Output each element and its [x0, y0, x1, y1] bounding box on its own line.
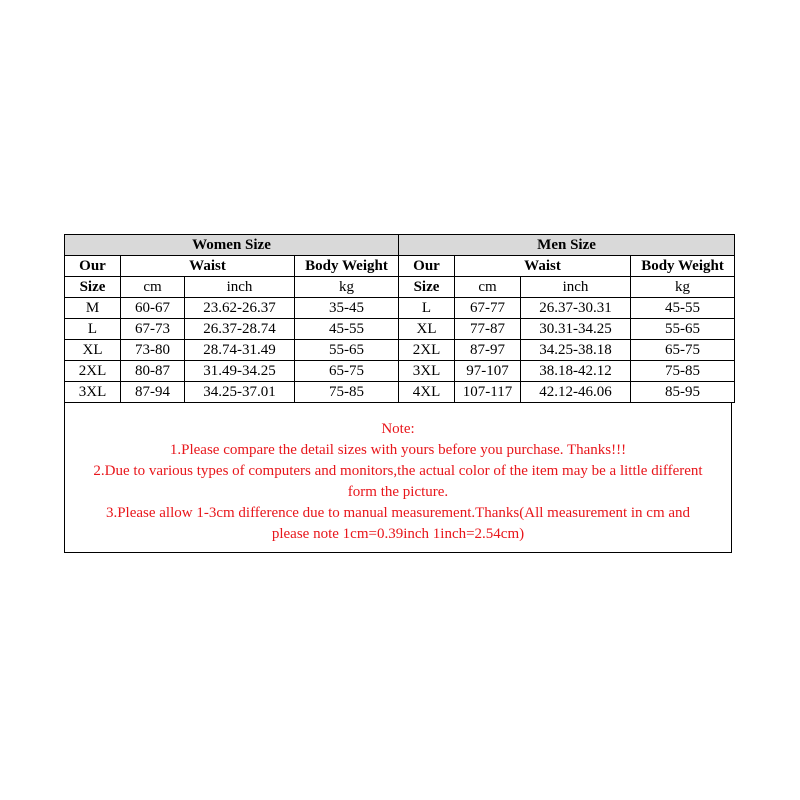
men-inch-cell: 42.12-46.06	[521, 382, 631, 403]
table-row	[65, 340, 735, 361]
women-our-size-top: Our	[65, 256, 121, 277]
women-cm-cell: 67-73	[121, 319, 185, 340]
men-inch-cell: 26.37-30.31	[521, 298, 631, 319]
women-kg-cell: 75-85	[295, 382, 399, 403]
note-line-2-continued: form the picture.	[347, 484, 449, 500]
men-kg-cell: 75-85	[631, 361, 735, 382]
men-inch-cell: 34.25-38.18	[521, 340, 631, 361]
women-size-cell: XL	[65, 340, 121, 361]
men-body-weight-header: Body Weight	[631, 256, 735, 277]
women-inch-cell: 31.49-34.25	[185, 361, 295, 382]
women-our-size-bottom: Size	[65, 277, 121, 298]
size-chart	[64, 234, 734, 553]
table-row	[65, 319, 735, 340]
women-size-cell: M	[65, 298, 121, 319]
table-row	[65, 361, 735, 382]
men-inch-cell: 30.31-34.25	[521, 319, 631, 340]
women-inch-cell: 26.37-28.74	[185, 319, 295, 340]
women-kg-unit: kg	[295, 277, 399, 298]
men-cm-cell: 67-77	[455, 298, 521, 319]
men-kg-cell: 85-95	[631, 382, 735, 403]
note-box	[64, 403, 732, 553]
women-kg-cell: 35-45	[295, 298, 399, 319]
men-size-cell: L	[399, 298, 455, 319]
unit-header-row	[65, 277, 735, 298]
note-line-3: 3.Please allow 1-3cm difference due to manual measurement.Thanks(All measurement in cm and	[105, 505, 691, 521]
women-inch-cell: 34.25-37.01	[185, 382, 295, 403]
men-kg-cell: 45-55	[631, 298, 735, 319]
note-line-2: 2.Due to various types of computers and monitors,the actual color of the item may be a little different	[93, 463, 703, 479]
women-cm-cell: 73-80	[121, 340, 185, 361]
women-kg-cell: 45-55	[295, 319, 399, 340]
table-row	[65, 382, 735, 403]
men-size-cell: 3XL	[399, 361, 455, 382]
women-cm-cell: 60-67	[121, 298, 185, 319]
women-size-title: Women Size	[65, 235, 399, 256]
women-inch-cell: 23.62-26.37	[185, 298, 295, 319]
women-inch-cell: 28.74-31.49	[185, 340, 295, 361]
men-cm-cell: 77-87	[455, 319, 521, 340]
group-header-row	[65, 235, 735, 256]
column-header-row	[65, 256, 735, 277]
men-cm-unit: cm	[455, 277, 521, 298]
men-kg-unit: kg	[631, 277, 735, 298]
women-size-cell: 2XL	[65, 361, 121, 382]
men-cm-cell: 87-97	[455, 340, 521, 361]
women-cm-cell: 80-87	[121, 361, 185, 382]
women-kg-cell: 65-75	[295, 361, 399, 382]
table-row	[65, 298, 735, 319]
men-our-size-bottom: Size	[399, 277, 455, 298]
men-cm-cell: 97-107	[455, 361, 521, 382]
men-size-cell: 2XL	[399, 340, 455, 361]
men-cm-cell: 107-117	[455, 382, 521, 403]
women-cm-unit: cm	[121, 277, 185, 298]
women-size-cell: 3XL	[65, 382, 121, 403]
women-body-weight-header: Body Weight	[295, 256, 399, 277]
women-inch-unit: inch	[185, 277, 295, 298]
men-size-cell: XL	[399, 319, 455, 340]
women-waist-header: Waist	[121, 256, 295, 277]
men-inch-cell: 38.18-42.12	[521, 361, 631, 382]
men-kg-cell: 55-65	[631, 319, 735, 340]
men-waist-header: Waist	[455, 256, 631, 277]
women-size-cell: L	[65, 319, 121, 340]
men-size-title: Men Size	[399, 235, 735, 256]
women-kg-cell: 55-65	[295, 340, 399, 361]
women-cm-cell: 87-94	[121, 382, 185, 403]
note-title: Note:	[381, 421, 415, 437]
note-line-1: 1.Please compare the detail sizes with yours before you purchase. Thanks!!!	[169, 442, 627, 458]
men-kg-cell: 65-75	[631, 340, 735, 361]
note-line-3-continued: please note 1cm=0.39inch 1inch=2.54cm)	[271, 526, 525, 542]
men-inch-unit: inch	[521, 277, 631, 298]
men-size-cell: 4XL	[399, 382, 455, 403]
men-our-size-top: Our	[399, 256, 455, 277]
size-table	[64, 234, 735, 403]
